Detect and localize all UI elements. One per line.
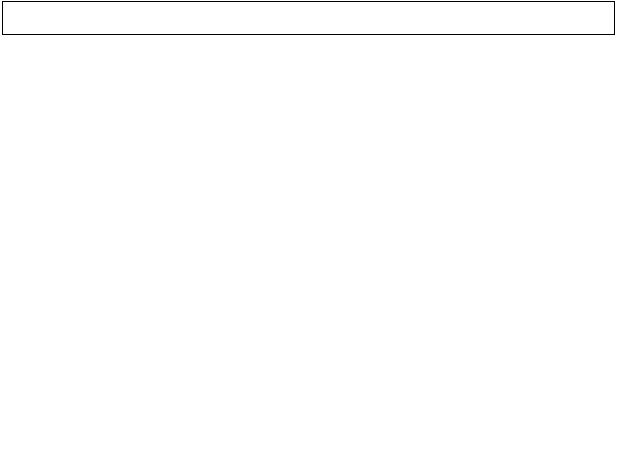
sheet-title (2, 1, 615, 35)
